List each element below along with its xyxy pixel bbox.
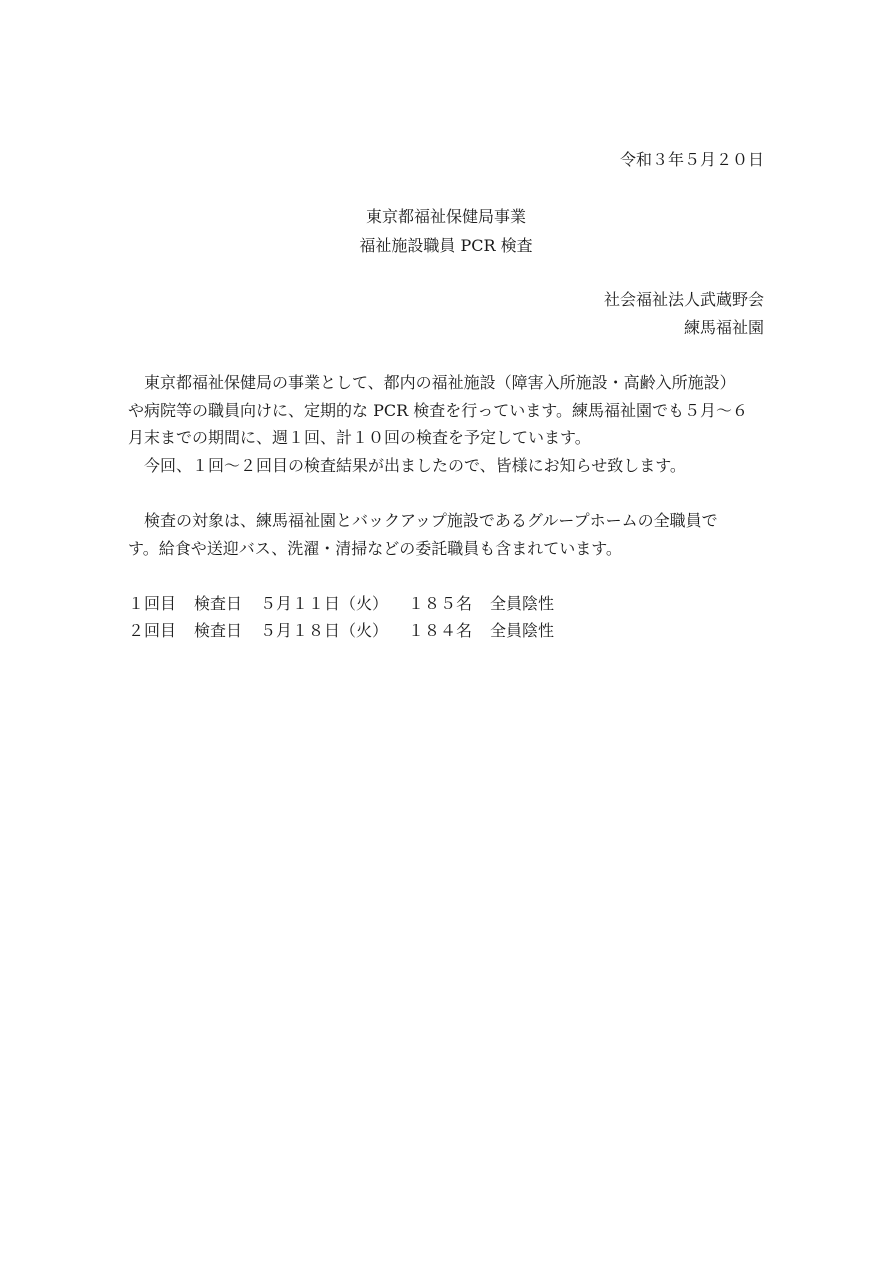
title-line-2: 福祉施設職員 PCR 検査 [359, 236, 533, 255]
result-count: １８４名 [408, 621, 473, 640]
result-label: 検査日 [194, 621, 243, 640]
result-round: １回目 [128, 594, 177, 613]
facility-name: 練馬福祉園 [683, 318, 764, 337]
result-status: 全員陰性 [490, 621, 555, 640]
paragraph1-line4: 今回、１回～２回目の検査結果が出ましたので、皆様にお知らせ致します。 [144, 456, 686, 475]
result-status: 全員陰性 [490, 594, 555, 613]
paragraph2-line1: 検査の対象は、練馬福祉園とバックアップ施設であるグループホームの全職員で [144, 511, 718, 530]
document-date: 令和３年５月２０日 [619, 150, 764, 169]
paragraph2-line2: す。給食や送迎バス、洗濯・清掃などの委託職員も含まれています。 [128, 539, 622, 558]
result-count: １８５名 [408, 594, 473, 613]
paragraph1-line3: 月末までの期間に、週１回、計１０回の検査を予定しています。 [128, 428, 591, 447]
title-line-1: 東京都福祉保健局事業 [365, 207, 526, 226]
result-label: 検査日 [194, 594, 243, 613]
result-date: ５月１１日（火） [260, 594, 389, 613]
result-date: ５月１８日（火） [260, 621, 389, 640]
paragraph1-line1: 東京都福祉保健局の事業として、都内の福祉施設（障害入所施設・高齢入所施設） [144, 373, 736, 392]
paragraph1-line2: や病院等の職員向けに、定期的な PCR 検査を行っています。練馬福祉園でも５月～６ [128, 401, 748, 420]
organization-name: 社会福祉法人武蔵野会 [603, 290, 764, 309]
result-round: ２回目 [128, 621, 177, 640]
